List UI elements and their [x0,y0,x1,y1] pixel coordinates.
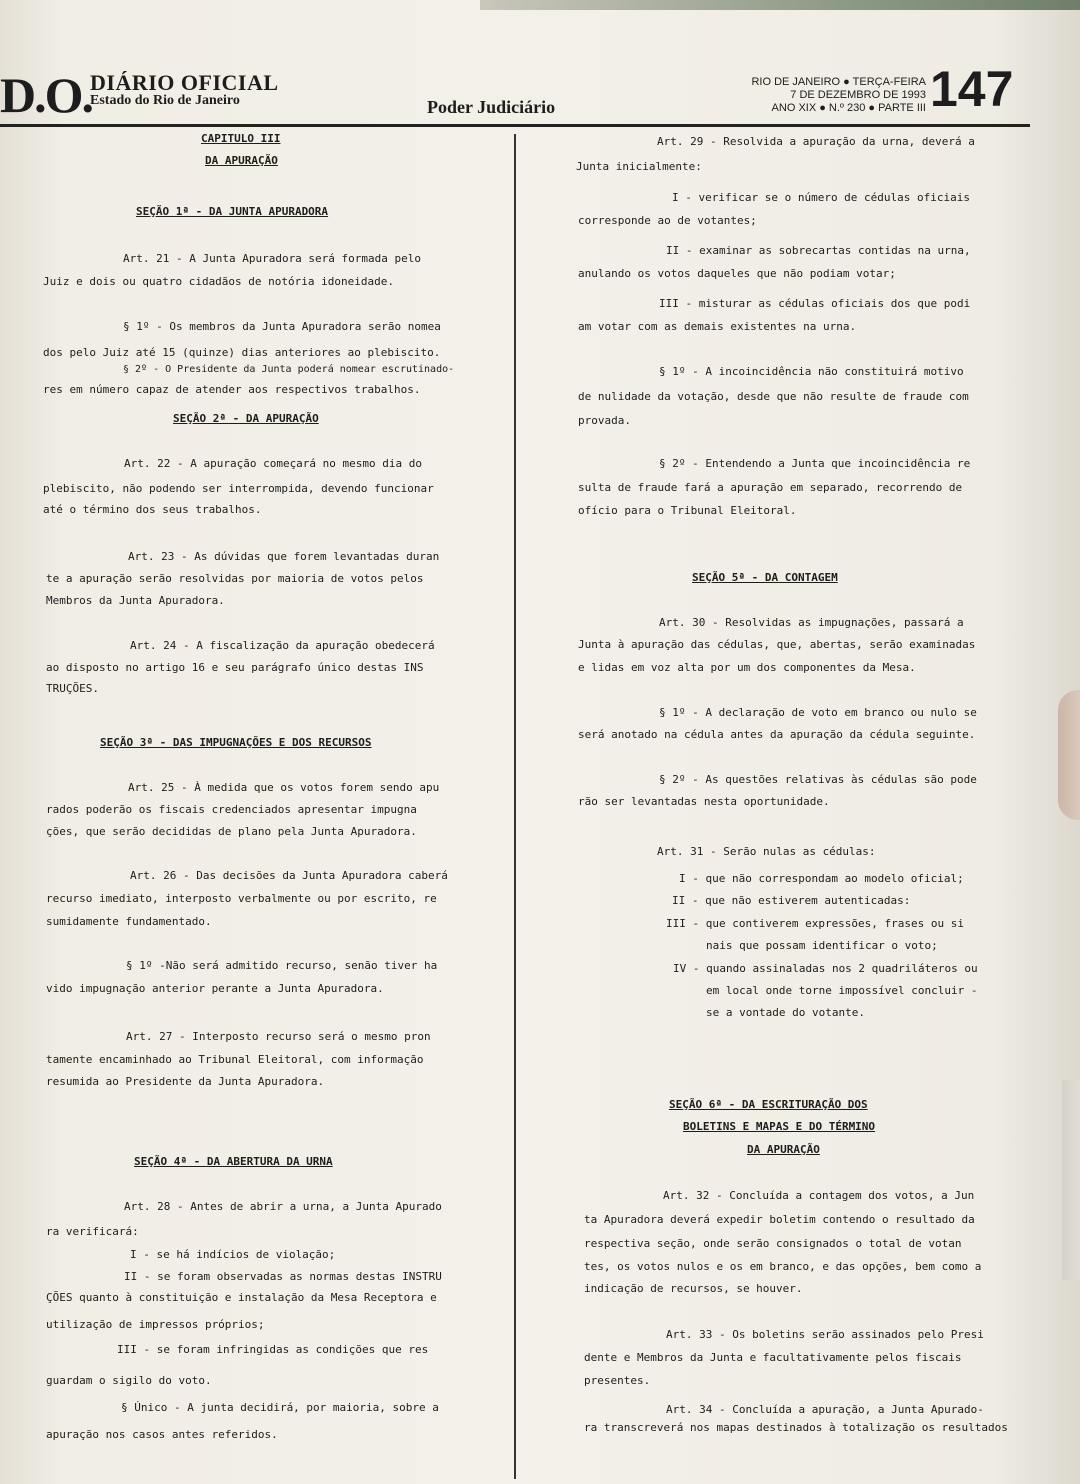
text-line: plebiscito, não podendo ser interrompida, devendo funcionar [43,482,434,495]
text-line: ao disposto no artigo 16 e seu parágrafo único destas INS [46,661,424,674]
text-line: Art. 22 - A apuração começará no mesmo dia do [124,457,423,470]
text-line: presentes. [584,1374,651,1387]
text-line: respectiva seção, onde serão consignados o total de votan [584,1237,962,1250]
text-line: § 1º - A declaração de voto em branco ou nulo se [659,706,977,719]
text-line: de nulidade da votação, desde que não resulte de fraude com [578,390,969,403]
text-line: provada. [578,414,631,427]
text-line: II - examinar as sobrecartas contidas na urna, [666,244,971,257]
text-line: Art. 26 - Das decisões da Junta Apuradora caberá [130,869,448,882]
section-heading: SEÇÃO 4ª - DA ABERTURA DA URNA [134,1155,333,1168]
text-line: IV - quando assinaladas nos 2 quadriláteros ou [673,962,978,975]
text-line: Membros da Junta Apuradora. [46,594,225,607]
dateline-issue: ANO XIX ● N.º 230 ● PARTE III [771,102,926,114]
column-divider [514,134,516,1479]
section-heading: SEÇÃO 5ª - DA CONTAGEM [692,571,838,584]
page-number: 147 [930,61,1014,117]
text-line: resumida ao Presidente da Junta Apuradora. [46,1075,325,1088]
header-rule [0,124,1030,127]
text-line: Art. 29 - Resolvida a apuração da urna, deverá a [657,135,975,148]
text-line: ções, que serão decididas de plano pela Junta Apuradora. [46,825,417,838]
text-line: em local onde torne impossível concluir - [706,984,978,997]
text-line: anulando os votos daqueles que não podiam votar; [578,267,896,280]
text-line: § 1º - A incoincidência não constituirá motivo [659,365,964,378]
text-line: am votar com as demais existentes na urna. [578,320,857,333]
text-line: sulta de fraude fará a apuração em separado, recorrendo de [578,481,963,494]
text-line: ta Apuradora deverá expedir boletim contendo o resultado da [584,1213,975,1226]
dateline-date: 7 DE DEZEMBRO DE 1993 [790,89,926,101]
text-line: § Único - A junta decidirá, por maioria, sobre a [121,1401,439,1414]
text-line: ra transcreverá nos mapas destinados à totalização os resultados [584,1421,1008,1434]
chapter-title: DA APURAÇÃO [205,154,278,167]
text-line: III - misturar as cédulas oficiais dos que podi [659,297,971,310]
text-line: III - que contiverem expressões, frases ou si [666,917,965,930]
text-line: I - se há indícios de violação; [130,1248,336,1261]
text-line: Art. 30 - Resolvidas as impugnações, passará a [659,616,964,629]
text-line: II - se foram observadas as normas destas INSTRU [124,1270,442,1283]
text-line: corresponde ao de votantes; [578,214,757,227]
text-line: tamente encaminhado ao Tribunal Eleitoral, com informação [46,1053,424,1066]
text-line: nais que possam identificar o voto; [706,939,938,952]
text-line: vido impugnação anterior perante a Junta Apuradora. [46,982,384,995]
text-line: § 2º - O Presidente da Junta poderá nomear escrutinado- [123,364,455,375]
text-line: Art. 21 - A Junta Apuradora será formada pelo [123,252,422,265]
text-line: Junta inicialmente: [576,160,702,173]
text-line: III - se foram infringidas as condições que res [117,1343,429,1356]
text-line: res em número capaz de atender aos respectivos trabalhos. [43,383,421,396]
text-line: Art. 33 - Os boletins serão assinados pelo Presi [666,1328,984,1341]
text-line: Art. 28 - Antes de abrir a urna, a Junta Apurado [124,1200,442,1213]
page-edge-shadow [1062,1080,1080,1280]
text-line: Juiz e dois ou quatro cidadãos de notória idoneidade. [43,275,394,288]
text-line: TRUÇÕES. [46,682,99,695]
section-heading: SEÇÃO 2ª - DA APURAÇÃO [173,412,319,425]
text-line: rados poderão os fiscais credenciados apresentar impugna [46,803,417,816]
text-line: recurso imediato, interposto verbalmente ou por escrito, re [46,892,437,905]
text-line: I - que não correspondam ao modelo oficial; [679,872,964,885]
text-line: Art. 25 - À medida que os votos forem sendo apu [128,781,440,794]
section-name: Poder Judiciário [427,97,556,117]
text-line: Junta à apuração das cédulas, que, abertas, serão examinadas [578,638,976,651]
text-line: ra verificará: [46,1225,139,1238]
text-line: ofício para o Tribunal Eleitoral. [578,504,797,517]
text-line: § 2º - Entendendo a Junta que incoincidência re [659,457,971,470]
text-line: até o término dos seus trabalhos. [43,503,262,516]
text-line: Art. 24 - A fiscalização da apuração obedecerá [130,639,435,652]
text-line: Art. 32 - Concluída a contagem dos votos, a Jun [663,1189,975,1202]
text-line: § 1º -Não será admitido recurso, senão tiver ha [126,959,438,972]
text-line: dos pelo Juiz até 15 (quinze) dias anteriores ao plebiscito. [43,346,441,359]
section-heading: SEÇÃO 1ª - DA JUNTA APURADORA [136,205,329,218]
logo: D.O. [0,67,92,123]
thumb-shadow [1058,690,1080,820]
section-heading: SEÇÃO 3ª - DAS IMPUGNAÇÕES E DOS RECURSOS [100,736,372,749]
text-line: I - verificar se o número de cédulas oficiais [672,191,971,204]
text-line: ÇÕES quanto à constituição e instalação da Mesa Receptora e [46,1291,437,1304]
text-line: e lidas em voz alta por um dos componentes da Mesa. [578,661,916,674]
chapter-heading: CAPITULO III [201,132,281,145]
text-line: será anotado na cédula antes da apuração da cédula seguinte. [578,728,976,741]
dateline-city: RIO DE JANEIRO ● TERÇA-FEIRA [751,76,926,88]
text-line: indicação de recursos, se houver. [584,1282,803,1295]
text-line: § 1º - Os membros da Junta Apuradora serão nomea [123,320,441,333]
section-heading: BOLETINS E MAPAS E DO TÉRMINO [683,1120,876,1133]
text-line: § 2º - As questões relativas às cédulas são pode [659,773,977,786]
text-line: Art. 34 - Concluída a apuração, a Junta Apurado- [666,1403,984,1416]
text-line: dente e Membros da Junta e facultativamente pelos fiscais [584,1351,962,1364]
dateline [751,76,926,115]
text-line: te a apuração serão resolvidas por maioria de votos pelos [46,572,424,585]
text-line: guardam o sigilo do voto. [46,1374,212,1387]
text-line: tes, os votos nulos e os em branco, e das opções, bem como a [584,1260,982,1273]
masthead-subtitle: Estado do Rio de Janeiro [90,93,240,108]
masthead-title: DIÁRIO OFICIAL [90,70,279,95]
text-line: apuração nos casos antes referidos. [46,1428,278,1441]
text-line: II - que não estiverem autenticadas: [672,894,911,907]
text-line: utilização de impressos próprios; [46,1318,265,1331]
text-line: Art. 23 - As dúvidas que forem levantadas duran [128,550,440,563]
text-line: sumidamente fundamentado. [46,915,212,928]
text-line: rão ser levantadas nesta oportunidade. [578,795,830,808]
text-line: Art. 27 - Interposto recurso será o mesmo pron [126,1030,431,1043]
section-heading: DA APURAÇÃO [747,1143,820,1156]
text-line: se a vontade do votante. [706,1006,865,1019]
page-edge-strip [480,0,1080,10]
text-line: Art. 31 - Serão nulas as cédulas: [657,845,876,858]
section-heading: SEÇÃO 6ª - DA ESCRITURAÇÃO DOS [669,1098,868,1111]
